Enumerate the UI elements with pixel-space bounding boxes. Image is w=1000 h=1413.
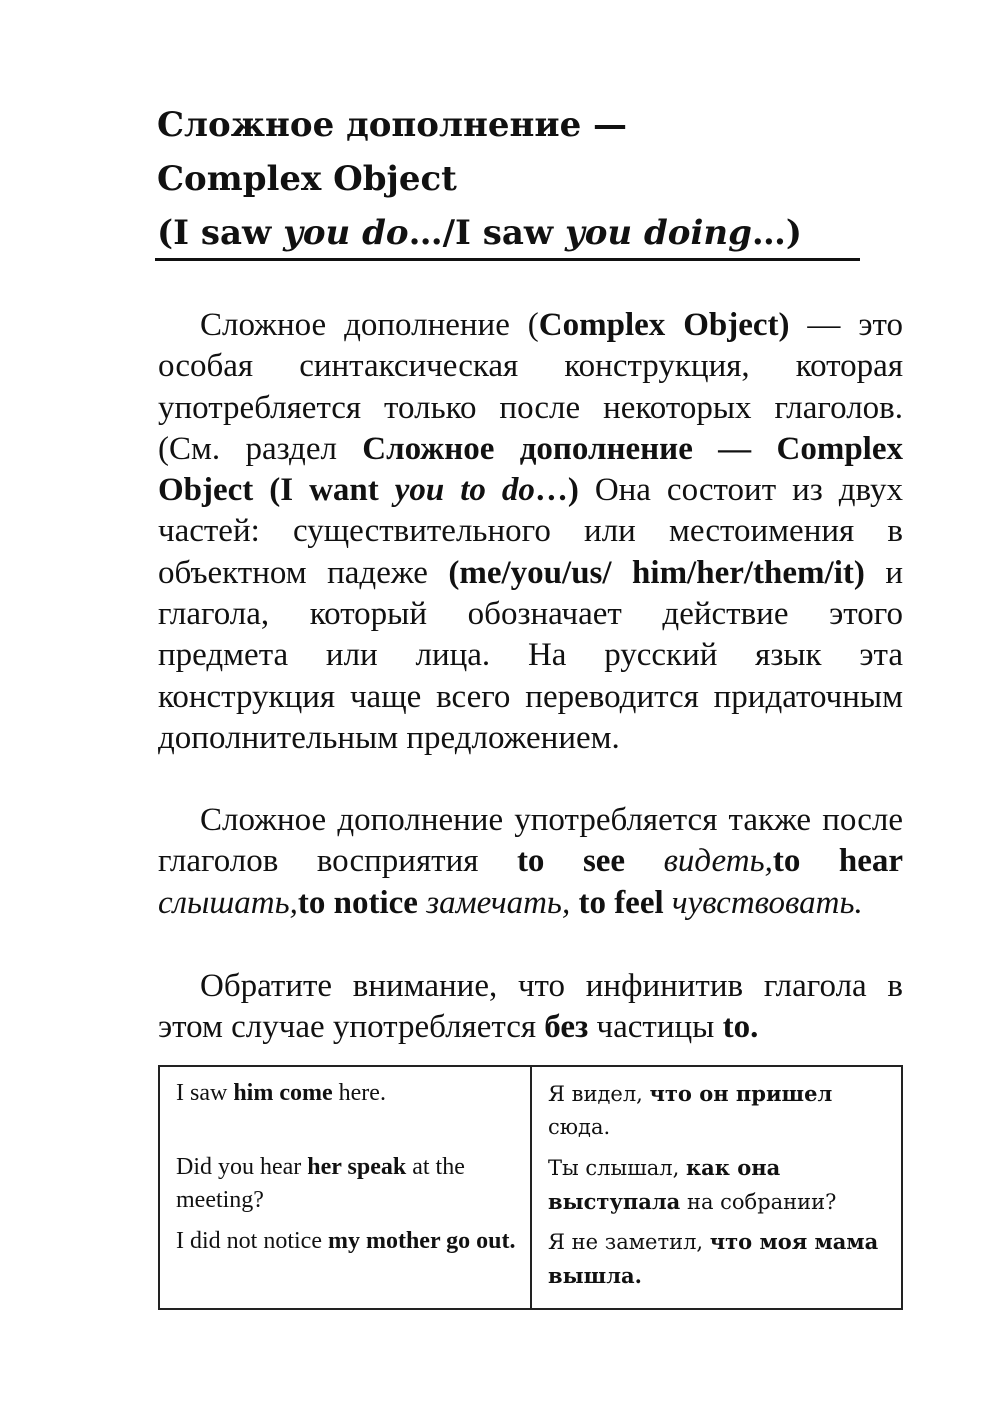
page-title <box>157 98 862 260</box>
text: Я видел, <box>548 1082 650 1106</box>
title-underline <box>155 258 860 261</box>
example-russian <box>548 1151 888 1219</box>
text: Сложное дополнение ( <box>200 307 539 343</box>
examples-table <box>158 1065 903 1310</box>
title-part-italic: you doing <box>565 213 752 253</box>
text: here. <box>332 1080 386 1106</box>
text: I did not notice <box>176 1228 328 1254</box>
title-part: …) <box>751 213 802 253</box>
bold-term: что он пришел <box>649 1081 833 1106</box>
title-line-1: Сложное дополнение — <box>157 105 628 145</box>
text: на собрании? <box>680 1190 837 1214</box>
title-part: (I saw <box>157 213 284 253</box>
bold-term: …) <box>534 472 579 509</box>
paragraph-perception-verbs <box>158 800 903 924</box>
text: Ты слышал, <box>548 1156 686 1180</box>
bold-term: Сложное дополнение — Complex Object (I want <box>158 430 903 509</box>
text: Обратите внимание, что инфинитив глагола в этом случае употребляется <box>158 968 903 1046</box>
bold-term: to hear <box>772 843 904 880</box>
text: Я не заметил, <box>548 1230 710 1254</box>
bold-term: Complex Object) <box>538 307 790 343</box>
bold-term: to feel <box>570 884 664 921</box>
text: — это особая синтаксическая конструкция, которая употребляется только после некоторых глаголов. (См. раздел <box>158 307 903 467</box>
title-part: …/I saw <box>408 213 565 253</box>
bold-term: (me/you/us/ him/her/them/it) <box>448 554 865 591</box>
bold-term: to. <box>722 1009 759 1046</box>
title-line-2: Complex Object <box>157 159 457 199</box>
paragraph-note <box>158 966 903 1049</box>
bold-term: как она выступала <box>548 1155 781 1214</box>
italic-translation: видеть, <box>625 843 773 880</box>
title-part-italic: you do <box>283 213 409 253</box>
text: Она состоит из двух частей: существительного или местоимения в объектном падеже <box>158 472 903 591</box>
bold-term: to see <box>516 843 626 880</box>
bold-term: to notice <box>297 884 418 921</box>
bold-term: my mother go out. <box>327 1228 516 1254</box>
example-english <box>176 1225 516 1258</box>
bold-italic-term: you to do <box>394 472 535 509</box>
bold-term: her speak <box>307 1154 407 1180</box>
bold-term: him come <box>233 1080 333 1106</box>
example-english <box>176 1151 516 1217</box>
example-english <box>176 1077 516 1110</box>
text: частицы <box>588 1009 723 1046</box>
italic-translation: замечать, <box>417 884 571 921</box>
text: Сложное дополнение употребляется также после глаголов восприятия <box>158 802 903 880</box>
text: at the meeting? <box>176 1154 465 1213</box>
text: сюда. <box>548 1115 611 1139</box>
italic-translation: чувствовать. <box>663 884 863 921</box>
text: и глагола, который обозначает действие этого предмета или лица. На русский язык эта конструкция чаще всего переводится придаточным дополнительным предложением. <box>158 554 903 756</box>
example-russian <box>548 1077 888 1144</box>
example-russian <box>548 1225 888 1293</box>
italic-translation: слышать, <box>158 884 298 921</box>
text: I saw <box>176 1080 234 1106</box>
text: Did you hear <box>176 1154 308 1180</box>
bold-term: что моя мама вышла. <box>548 1229 879 1288</box>
bold-term: без <box>544 1009 589 1046</box>
paragraph-definition <box>158 305 903 759</box>
title-line-3 <box>157 206 862 260</box>
column-divider <box>530 1067 532 1308</box>
